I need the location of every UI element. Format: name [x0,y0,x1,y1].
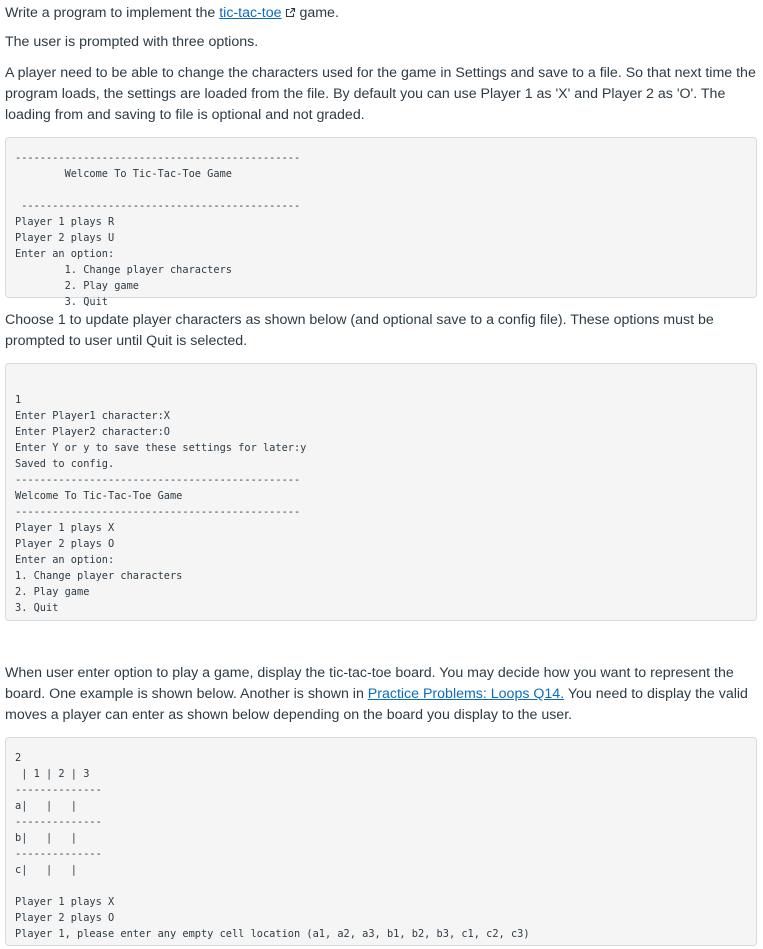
tic-tac-toe-link[interactable]: tic-tac-toe [219,5,282,21]
intro-prefix: Write a program to implement the [5,5,220,21]
intro-paragraph [5,3,757,25]
practice-problems-link[interactable]: Practice Problems: Loops Q14. [367,686,565,702]
board-suffix: You need to display the valid moves a player can enter as shown below depending on the board you display to the user. [5,686,748,723]
intro-suffix: game. [295,5,339,21]
board-prefix: When user enter option to play a game, display the tic-tac-toe board. You may decide how you want to represent the board. One example is shown below. Another is shown in [5,665,734,702]
choose-option-paragraph: Choose 1 to update player characters as shown below (and optional save to a config file). These options must be prompted to user until Quit is selected. [5,312,714,349]
settings-paragraph: A player need to be able to change the characters used for the game in Settings and save to a file. So that next time the program loads, the settings are loaded from the file. By default you can use Player 1 as 'X' and Player 2 as 'O'. The loading from and saving to file is optional and not graded. [5,65,756,123]
settings-code-block: 1 Enter Player1 character:X Enter Player2 character:O Enter Y or y to save these settings for later:y Saved to config. ---------------------------------------------- Welcome To Tic-Tac-Toe Game ---------------------------------------------- Player 1 plays X Player 2 plays O Enter an option: 1. Change player characters 2. Play game 3. Quit [5,363,757,621]
menu-code-block: ---------------------------------------------- Welcome To Tic-Tac-Toe Game --------------------------------------------- Player 1 plays R Player 2 plays U Enter an option: 1. Change player characters 2. Play game 3. Quit [5,137,757,298]
board-paragraph [5,663,757,726]
options-intro-paragraph: The user is prompted with three options. [5,34,259,50]
board-code-block: 2 | 1 | 2 | 3 -------------- a| | | -------------- b| | | -------------- c| | | Player 1 plays X Player 2 plays O Player 1, please enter any empty cell location (a1, a2, a3, b1, b2, b3, c1, c2, c3) [5,737,757,946]
external-link-icon [285,4,296,25]
